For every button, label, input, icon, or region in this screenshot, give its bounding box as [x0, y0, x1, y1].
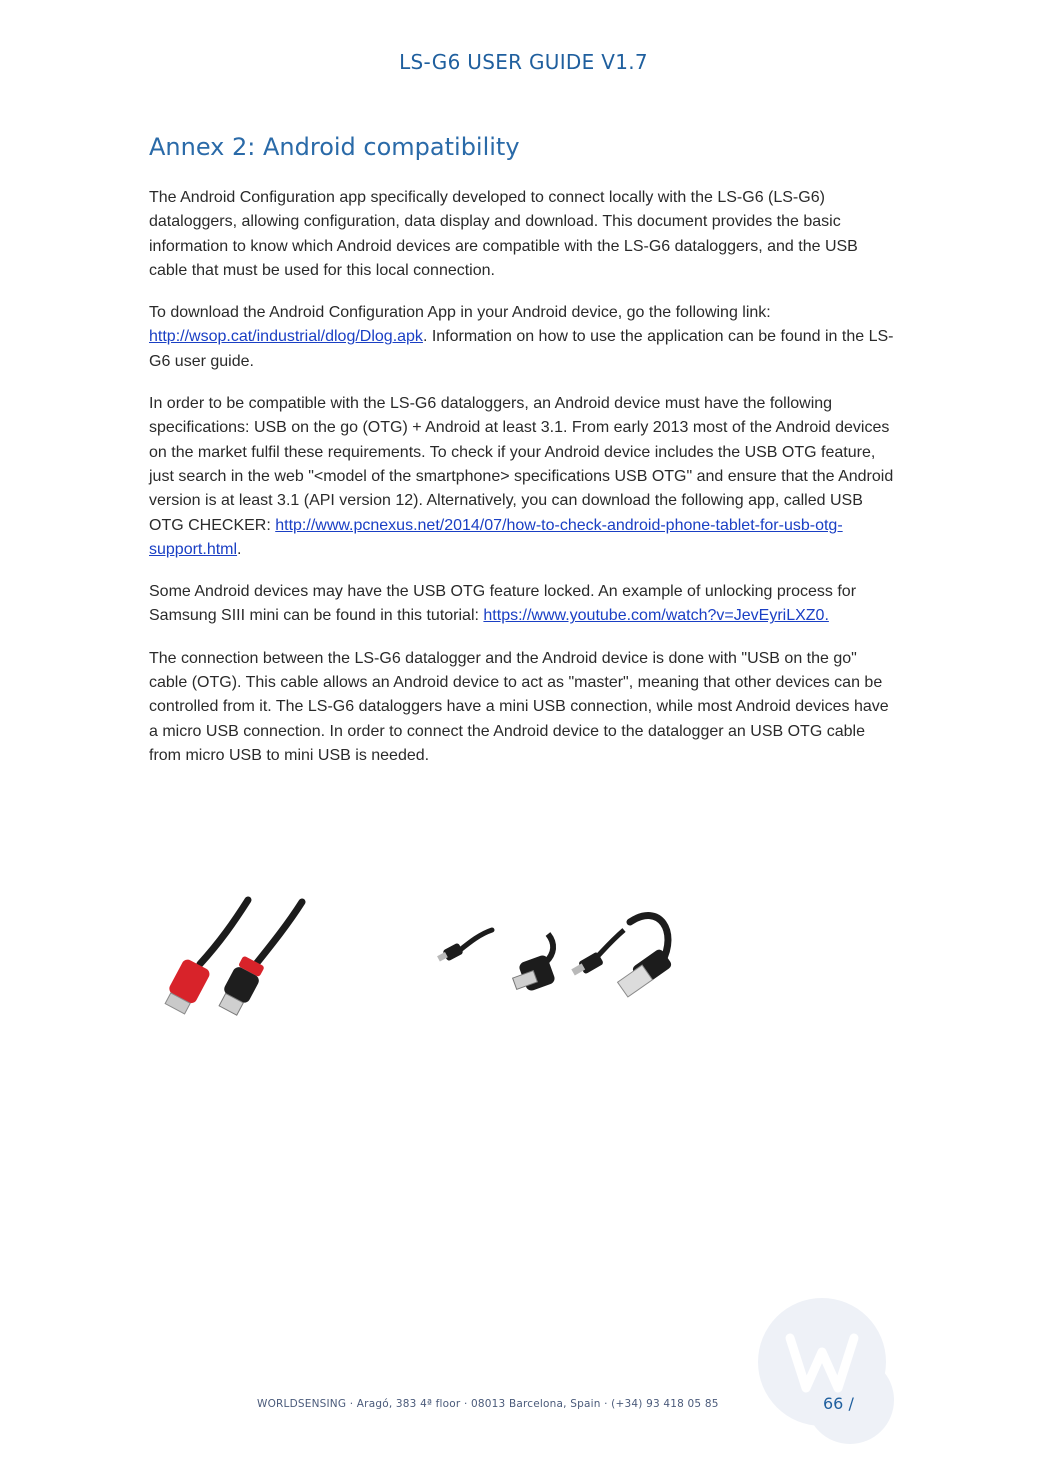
paragraph-download-text-end: . Information on how to use the application can be found in the LS-G6 user guide. — [149, 328, 894, 370]
section-title: Annex 2: Android compatibility — [149, 133, 520, 161]
paragraph-download-text: To download the Android Configuration App in your Android device, go the following link: — [149, 304, 771, 322]
running-header: LS-G6 USER GUIDE V1.7 — [399, 50, 648, 74]
paragraph-unlocking — [149, 580, 899, 629]
worldsensing-watermark-logo — [752, 1292, 902, 1452]
paragraph-requirements-text: In order to be compatible with the LS-G6 dataloggers, an Android device must have the following specifications: USB on the go (OTG) + Android at least 3.1. From early 2013 most of the Android devices on the market fulfil these requirements. To check if your Android device includes the USB OTG feature, just search in the web "<model of the smartphone> specifications USB OTG" and ensure that the Android version is at least 3.1 (API version 12). Alternatively, you can download the following app, called USB OTG CHECKER: — [149, 395, 894, 534]
paragraph-intro: The Android Configuration app specifically developed to connect locally with the LS-G6 (LS-G6) dataloggers, allowing configuration, data display and download. This document provides the basic information to know which Android devices are compatible with the LS-G6 dataloggers, and the USB cable that must be used for this local connection. — [149, 189, 858, 279]
youtube-tutorial-link[interactable]: https://www.youtube.com/watch?v=JevEyriLXZ0. — [483, 607, 829, 625]
footer-address: WORLDSENSING · Aragó, 383 4ª floor · 08013 Barcelona, Spain · (+34) 93 418 05 85 — [257, 1398, 719, 1410]
download-link[interactable]: http://wsop.cat/industrial/dlog/Dlog.apk — [149, 328, 423, 346]
page-number: 66 / — [823, 1394, 854, 1413]
cable-images — [160, 892, 700, 1022]
paragraph-download — [149, 301, 899, 374]
paragraph-unlocking-text: Some Android devices may have the USB OTG feature locked. An example of unlocking process for Samsung SIII mini can be found in this tutorial: — [149, 583, 857, 625]
otg-checker-link[interactable]: http://www.pcnexus.net/2014/07/how-to-check-android-phone-tablet-for-usb-otg-support.html — [149, 516, 843, 558]
paragraph-requirements-text-end: . — [237, 540, 242, 558]
body-text — [149, 186, 899, 786]
paragraph-connection: The connection between the LS-G6 datalogger and the Android device is done with "USB on the go" cable (OTG). This cable allows an Android device to act as "master", meaning that other devices can be controlled from it. The LS-G6 dataloggers have a mini USB connection, while most Android devices have a micro USB connection. In order to connect the Android device to the datalogger an USB OTG cable from micro USB to mini USB is needed. — [149, 649, 889, 764]
paragraph-requirements — [149, 392, 899, 562]
usb-cables-photo — [430, 902, 690, 1012]
otg-cable-photo — [160, 892, 320, 1022]
